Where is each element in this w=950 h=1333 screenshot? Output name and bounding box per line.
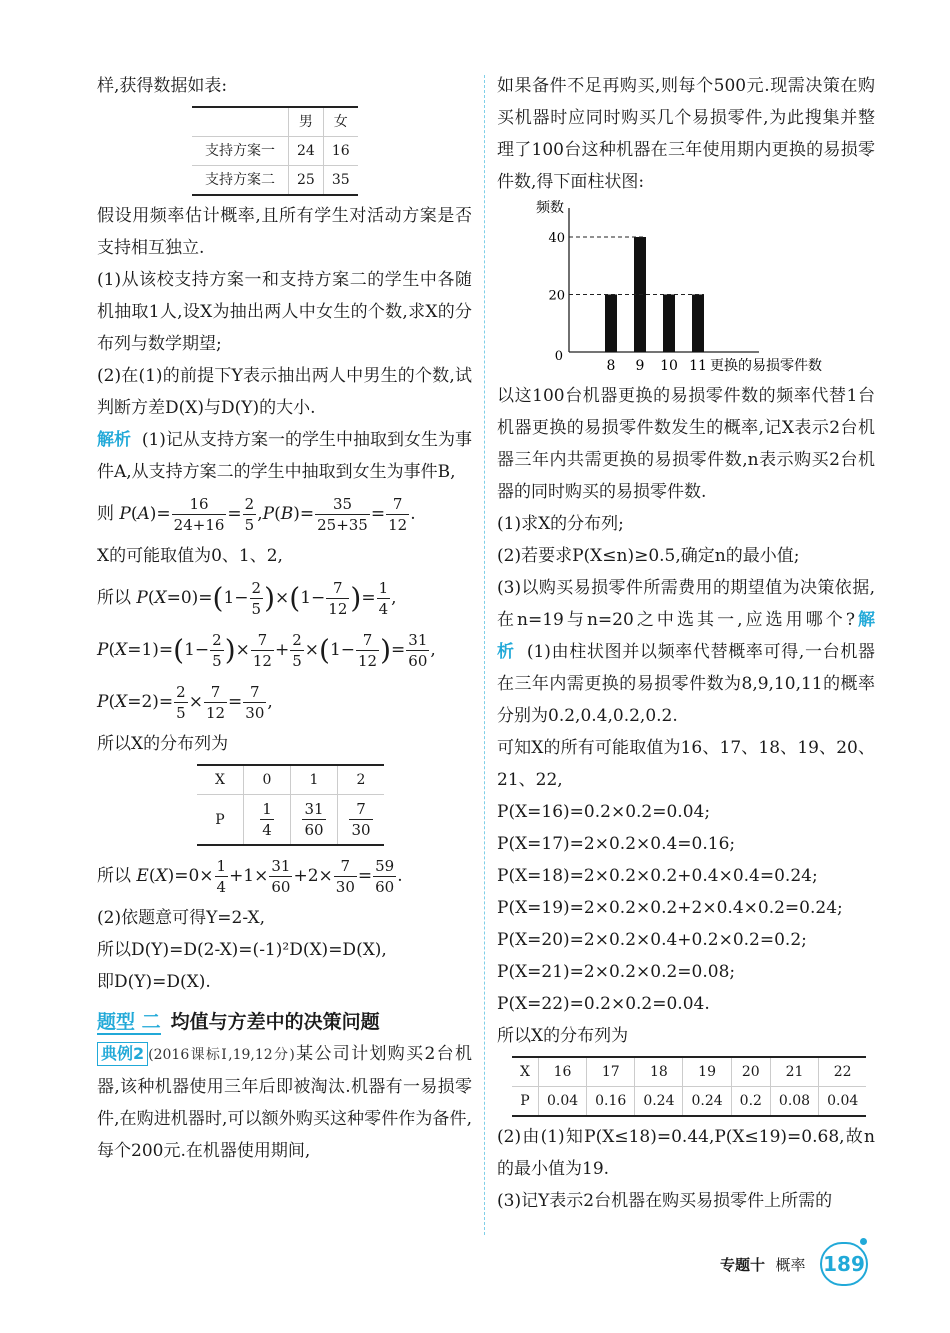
distribution-intro: 所以X的分布列为 xyxy=(97,734,229,754)
calc-line: P(X=18)=2×0.2×0.2+0.4×0.4=0.24; xyxy=(497,866,818,886)
question-2: (2)在(1)的前提下Y表示抽出两人中男生的个数,试判断方差D(X)与D(Y)的大小. xyxy=(97,366,472,418)
part2-line1: (2)依题意可得Y=2-X, xyxy=(97,908,266,928)
question-1: (1)求X的分布列; xyxy=(497,514,624,534)
solution-label: 解析 xyxy=(97,430,132,450)
formula-p1: P(X=1)=(1− $\frac{2}{5}$ )× $\frac{7}{12}$ + $\frac{2}{5}$ ×(1− $\frac{7}{12}$ )= $\frac{31}{60}$ , xyxy=(97,631,436,670)
calc-line: P(X=17)=2×0.2×0.4=0.16; xyxy=(497,834,736,854)
x-tick-label: 11 xyxy=(689,358,707,374)
bar-chart xyxy=(497,200,857,378)
left-column xyxy=(97,70,472,1167)
page-number: 189 xyxy=(820,1242,868,1286)
solution-intro: 解析 (1)记从支持方案一的学生中抽取到女生为事件A,从支持方案二的学生中抽取到女生为事件B, xyxy=(97,430,473,482)
footer-title: 专题十 概率 xyxy=(720,1256,806,1274)
solution-label: 解析 xyxy=(497,610,876,662)
question-3: (3)以购买易损零件所需费用的期望值为决策依据,在n=19与n=20之中选其一,应选用哪个?解析 (1)由柱状图并以频率代替概率可得,一台机器在三年内需更换的易损零件数为8,9,10,11的概率分别为0.2,0.4,0.2,0.2. xyxy=(497,578,876,726)
origin-label: 0 xyxy=(554,349,563,364)
calc-line: P(X=20)=2×0.2×0.4+0.2×0.2=0.2; xyxy=(497,930,807,950)
part2-line2: 所以D(Y)=D(2-X)=(-1)²D(X)=D(X), xyxy=(97,940,387,960)
distribution-intro: 所以X的分布列为 xyxy=(497,1026,629,1046)
possible-values: 可知X的所有可能取值为16、17、18、19、20、21、22, xyxy=(497,738,875,790)
x-tick-label: 9 xyxy=(635,358,645,374)
part2-line3: 即D(Y)=D(X). xyxy=(97,972,211,992)
y-axis-label: 频数 xyxy=(536,200,564,216)
calc-line: P(X=21)=2×0.2×0.2=0.08; xyxy=(497,962,736,982)
table-header-row: 男 女 xyxy=(192,107,358,137)
table-row: 支持方案二 25 35 xyxy=(192,166,358,196)
survey-table xyxy=(192,106,358,196)
formula-expectation: 所以 E(X)=0× $\frac{1}{4}$ +1× $\frac{31}{60}$ +2× $\frac{7}{30}$ = $\frac{59}{60}$ . xyxy=(97,857,403,896)
page-footer xyxy=(700,1240,880,1290)
section-heading: 题型 二 均值与方差中的决策问题 xyxy=(97,1011,380,1033)
bar-8 xyxy=(605,295,617,353)
x-tick-label: 8 xyxy=(606,358,616,374)
formula-p2: P(X=2)= $\frac{2}{5}$ × $\frac{7}{12}$ = $\frac{7}{30}$ , xyxy=(97,683,273,722)
formula-pa-pb: 则 P(A)= $\frac{16}{24+16}$ = $\frac{2}{5}$ ,P(B)= $\frac{35}{25+35}$ = $\frac{7}{12}$ . xyxy=(97,495,416,534)
bar-11 xyxy=(692,295,704,353)
calc-line: P(X=22)=0.2×0.2=0.04. xyxy=(497,994,710,1014)
calc-line: P(X=16)=0.2×0.2=0.04; xyxy=(497,802,711,822)
assumption-text: 假设用频率估计概率,且所有学生对活动方案是否支持相互独立. xyxy=(97,206,472,258)
intro-text: 样,获得数据如表: xyxy=(97,76,228,96)
answer-3: (3)记Y表示2台机器在购买易损零件上所需的 xyxy=(497,1191,833,1211)
right-column xyxy=(497,70,875,1217)
bar-10 xyxy=(663,295,675,353)
distribution-table-x: X 0 1 2 P $\frac{1}{4}$ $\frac{31}{60}$ $\frac{7}{30}$ xyxy=(197,764,384,846)
calc-line: P(X=19)=2×0.2×0.2+2×0.4×0.2=0.24; xyxy=(497,898,843,918)
problem-setup: 以这100台机器更换的易损零件数的频率代替1台机器更换的易损零件数发生的概率,记X表示2台机器三年内共需更换的易损零件数,n表示购买2台机器的同时购买的易损零件数. xyxy=(497,386,875,502)
y-tick-label: 40 xyxy=(548,231,565,246)
y-tick-label: 20 xyxy=(548,288,565,304)
question-1: (1)从该校支持方案一和支持方案二的学生中各随机抽取1人,设X为抽出两人中女生的个数,求X的分布列与数学期望; xyxy=(97,270,472,354)
answer-2: (2)由(1)知P(X≤18)=0.44,P(X≤19)=0.68,故n的最小值为19. xyxy=(497,1127,875,1179)
question-2: (2)若要求P(X≤n)≥0.5,确定n的最小值; xyxy=(497,546,800,566)
x-tick-label: 10 xyxy=(660,358,678,374)
values-text: X的可能取值为0、1、2, xyxy=(97,546,283,566)
distribution-table-sum: X 16 17 18 19 20 21 22 P 0.04 0.16 0.24 0.24 0.2 0.08 0.04 xyxy=(512,1056,866,1117)
decorative-dot xyxy=(860,1238,867,1245)
problem-continuation: 如果备件不足再购买,则每个500元.现需决策在购买机器时应同时购买几个易损零件,为此搜集并整理了100台这种机器在三年使用期内更换的易损零件数,得下面柱状图: xyxy=(497,76,875,192)
example-badge: 典例2 xyxy=(97,1042,148,1066)
x-axis-label: 更换的易损零件数 xyxy=(710,358,822,374)
table-row: 支持方案一 24 16 xyxy=(192,137,358,166)
formula-p0: 所以 P(X=0)=(1− $\frac{2}{5}$ )×(1− $\frac{7}{12}$ )= $\frac{1}{4}$ , xyxy=(97,579,397,618)
column-divider xyxy=(484,75,485,1235)
example-text: 典例2 (2016课标Ⅰ,19,12分)某公司计划购买2台机器,该种机器使用三年后即被淘汰.机器有一易损零件,在购进机器时,可以额外购买这种零件作为备件,每个200元.在机器使用期间, xyxy=(97,1044,472,1161)
